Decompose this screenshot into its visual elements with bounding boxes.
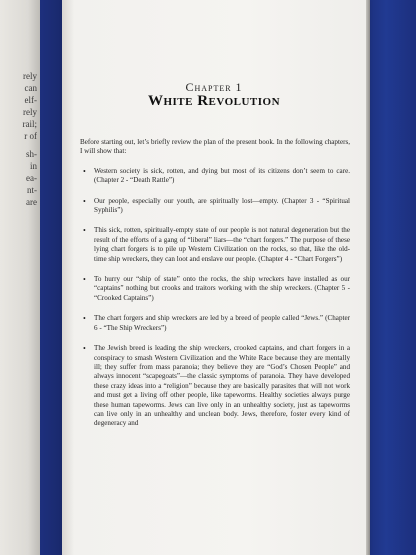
left-page-fragment: rail; — [22, 119, 37, 129]
chapter-title: White Revolution — [147, 93, 281, 109]
left-page-fragment: elf- — [24, 95, 37, 105]
page-edge — [366, 0, 370, 555]
book-page — [62, 0, 366, 555]
list-item-text: The Jewish breed is leading the ship wreckers, crooked captains, and chart forgers in a conspiracy to smash Western Civilization and the White Race because they are mentally ill; they suffer from mass paranoia; they believe they are “God’s Chosen People” and always innocent “scapegoats”—the classic symptoms of paranoia. They have developed these crazy ideas into a “religion” because they are basically parasites that will not work and must get a living off other people, like tapeworms. Healthy societies always purge these human tapeworms. Jews can live only in an unhealthy society, just as tapeworms can live only in an unhealthy and unclean body. Jews, therefore, foster every kind of degeneracy and — [94, 344, 350, 428]
left-page-fragment: nt- — [27, 185, 37, 195]
bullet-icon: • — [83, 275, 86, 285]
left-page-fragment: in — [29, 161, 37, 171]
bullet-icon: • — [83, 166, 86, 176]
intro-paragraph: Before starting out, let’s briefly review the plan of the present book. In the following chapters, I will show that: — [80, 138, 350, 156]
list-item-text: Our people, especially our youth, are spiritually lost—empty. (Chapter 3 - “Spiritual Syphilis”) — [94, 196, 350, 215]
left-page-fragment: sh- — [26, 149, 37, 159]
chapter-number: Chapter 1 — [185, 80, 243, 94]
bullet-icon: • — [83, 344, 86, 354]
list-item-text: To hurry our “ship of state” onto the rocks, the ship wreckers have installed as our “captains” nothing but crooks and traitors working with the ship wreckers. (Chapter 5 - “Crooked Captains”) — [94, 275, 350, 302]
list-item — [80, 344, 350, 429]
left-page-fragment: can — [24, 83, 37, 93]
left-page-fragment: rely — [23, 71, 37, 81]
left-page-fragment: rely — [23, 107, 37, 117]
list-item-text: The chart forgers and ship wreckers are led by a breed of people called “Jews.” (Chapter 6 - “The Ship Wreckers”) — [94, 314, 350, 332]
left-page-fragment: ea- — [26, 173, 37, 183]
bullet-icon: • — [83, 196, 86, 206]
list-item — [80, 314, 350, 333]
list-item — [80, 226, 350, 264]
left-page — [0, 0, 40, 555]
list-item-text: Western society is sick, rotten, and dying but most of its citizens don’t seem to care. (Chapter 2 - “Death Rattle”) — [94, 166, 350, 185]
list-item — [80, 275, 350, 303]
bullet-icon: • — [83, 314, 86, 324]
list-item-text: This sick, rotten, spiritually-empty state of our people is not natural degeneration but the result of the efforts of a gang of “liberal” liars—the “chart forgers.” The purpose of these lying chart forgers is to pile up Western Civilization on the rocks, so that, like the old-time ship wreckers, they can loot and enslave our people. (Chapter 4 - “Chart Forgers”) — [94, 226, 350, 263]
left-page-fragment: r of — [24, 131, 37, 141]
bullet-icon: • — [83, 226, 86, 236]
list-item — [80, 167, 350, 186]
left-page-fragment: are — [26, 197, 37, 207]
page-body — [80, 138, 350, 440]
list-item — [80, 197, 350, 216]
